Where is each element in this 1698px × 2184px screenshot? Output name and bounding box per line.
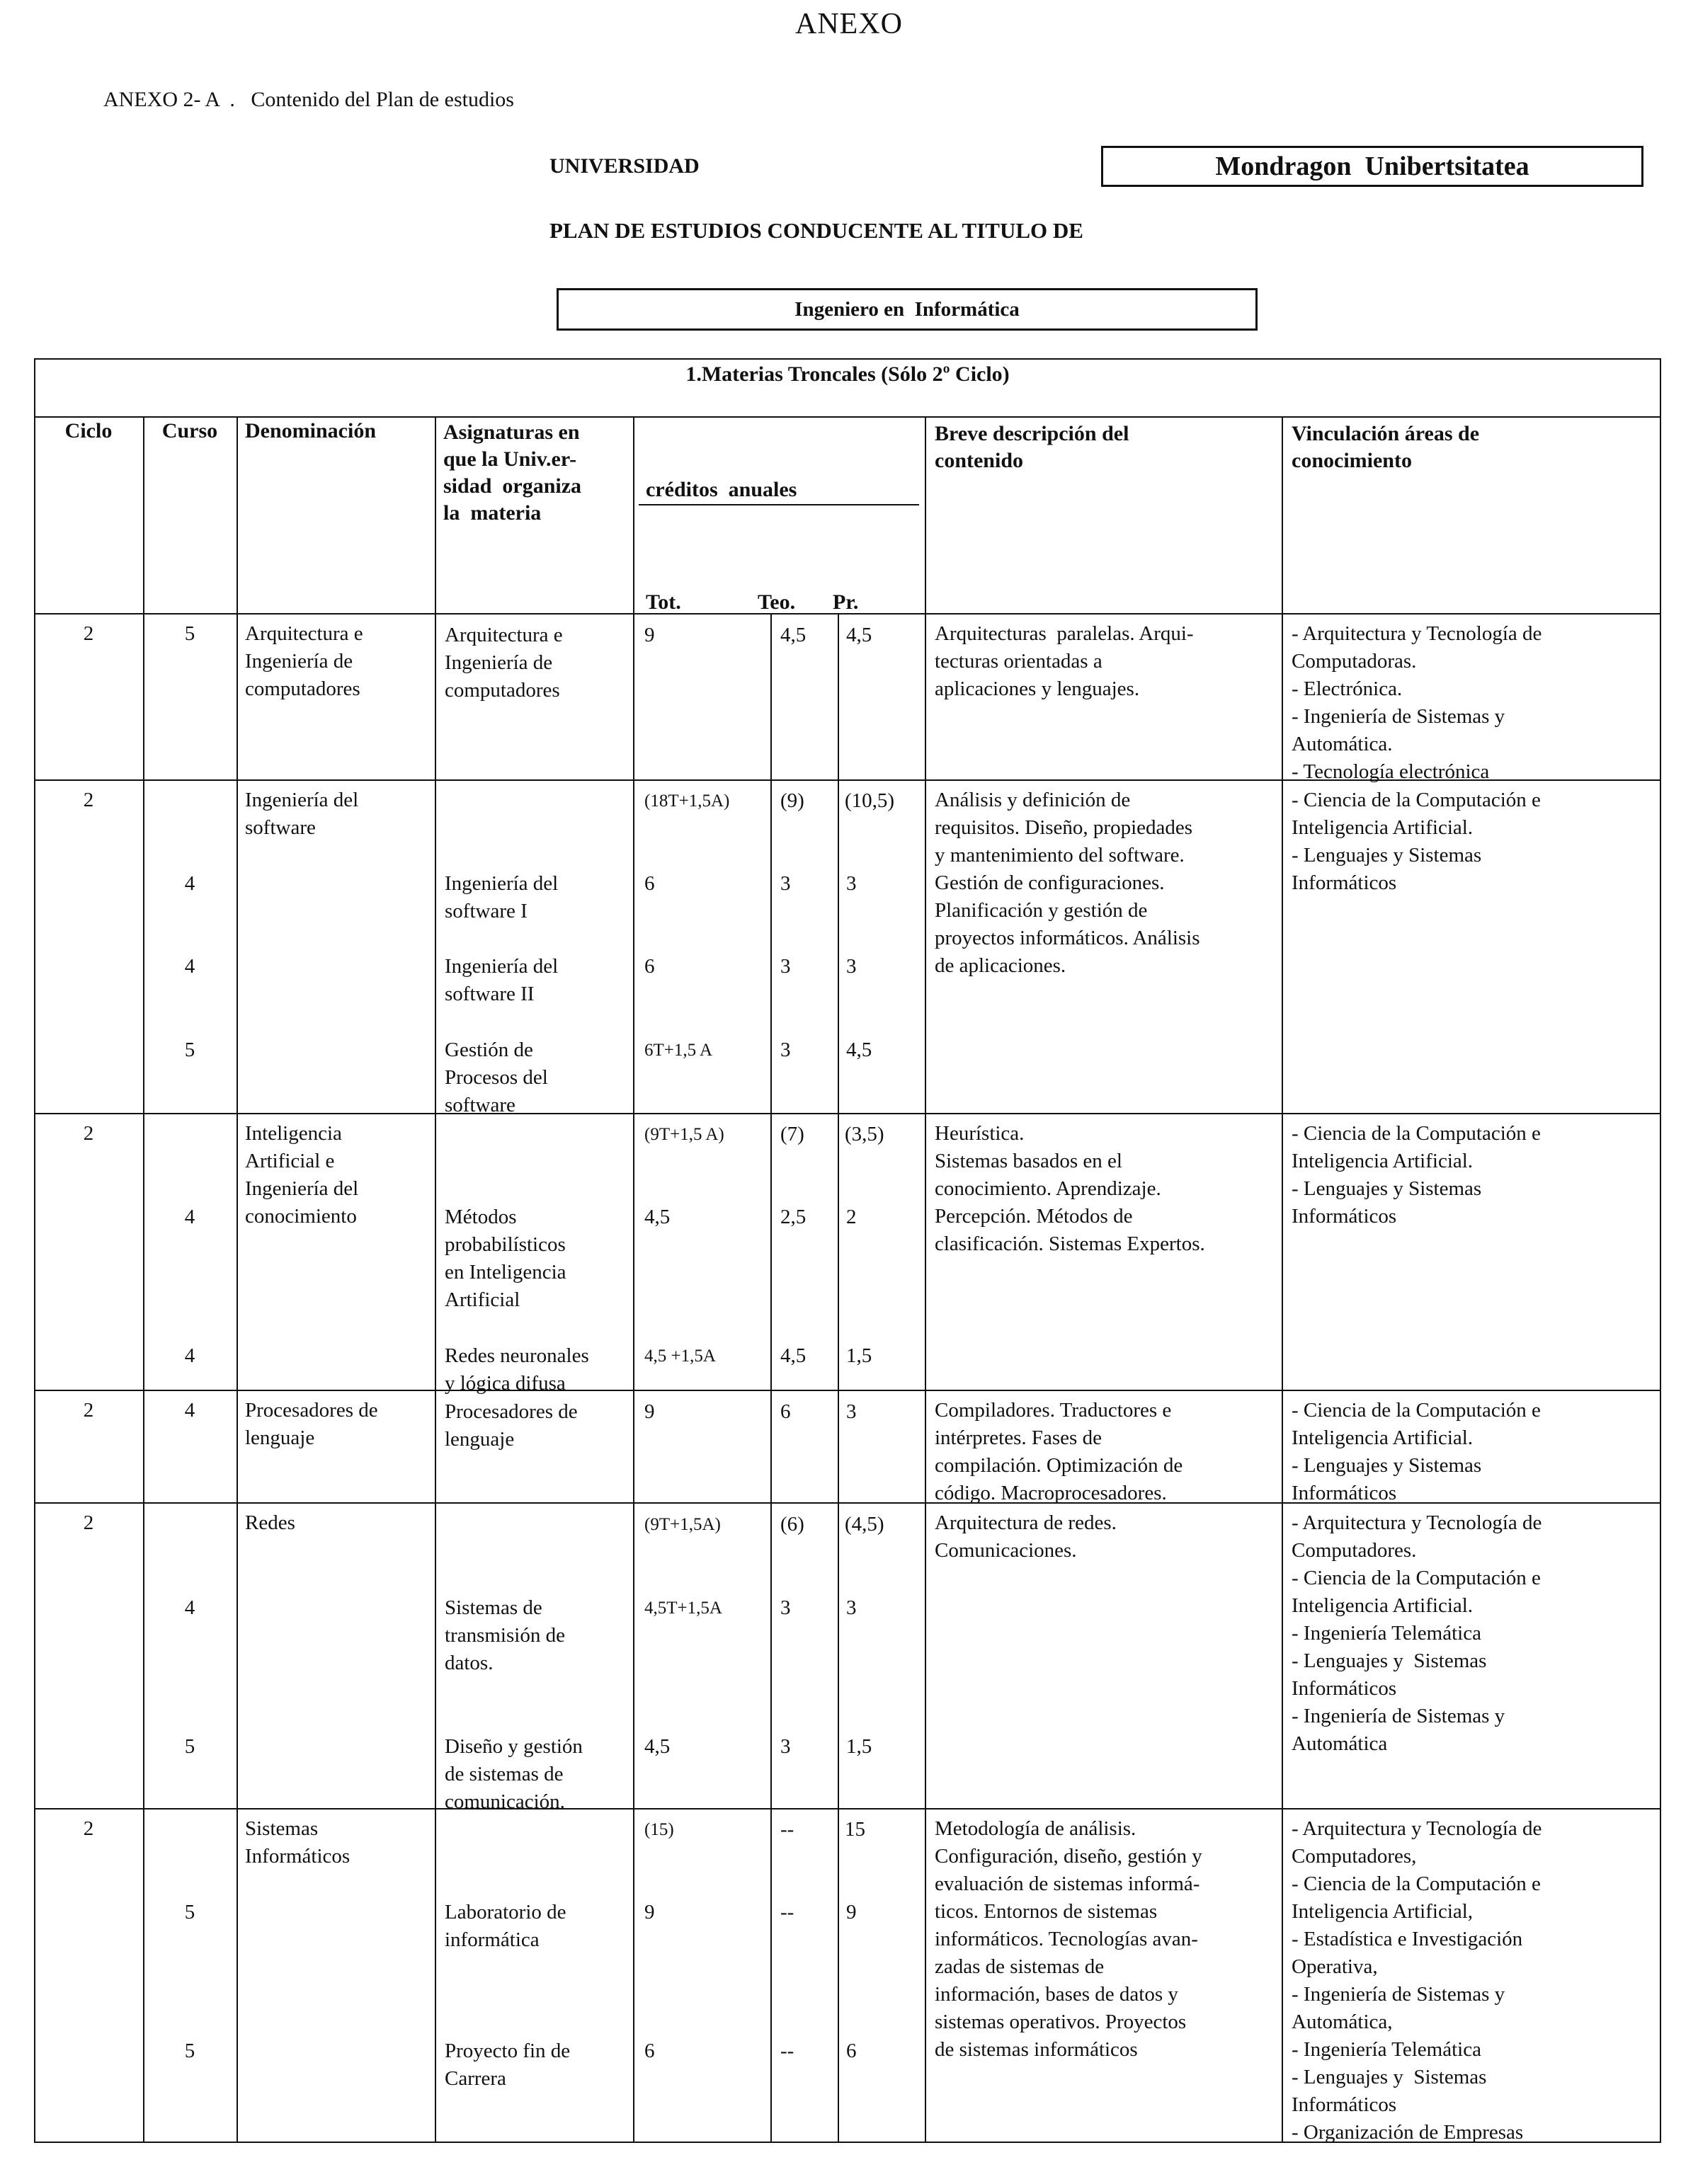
group-total-tot: (18T+1,5A)	[644, 791, 730, 811]
table-rule-vertical	[143, 416, 144, 2143]
subject-teo: 3	[780, 1039, 791, 1061]
subject-curso: 4	[184, 1344, 195, 1367]
group-ciclo: 2	[83, 789, 94, 811]
subject-tot: 4,5	[644, 1735, 671, 1758]
group-descripcion: Metodología de análisis. Configuración, diseño, gestión y evaluación de sistemas informá- ticos. Entornos de sistemas informáticos. Tecnologías avan- zadas de sistemas de información, bases de datos y sistemas operativos. Proyectos de sistemas informáticos	[935, 1817, 1202, 2061]
subject-name: Ingeniería del software I	[445, 872, 559, 922]
group-descripcion: Análisis y definición de requisitos. Diseño, propiedades y mantenimiento del software. Gestión de configuraciones. Planificación y gestión de proyectos informáticos. Análisis de aplicaciones.	[935, 789, 1200, 977]
group-ciclo: 2	[83, 1817, 94, 1840]
group-total-pr: 15	[845, 1818, 865, 1841]
header-pr: Pr.	[833, 590, 859, 614]
header-tot: Tot.	[646, 590, 681, 614]
group-descripcion: Heurística. Sistemas basados en el conocimiento. Aprendizaje. Percepción. Métodos de clasificación. Sistemas Expertos.	[935, 1122, 1205, 1255]
group-vinculacion: - Arquitectura y Tecnología de Computadores. - Ciencia de la Computación e Inteligencia Artificial. - Ingeniería Telemática - Lenguajes y Sistemas Informáticos - Ingeniería de Sistemas y Automática	[1292, 1511, 1542, 1755]
degree-box: Ingeniero en Informática	[557, 288, 1258, 331]
subject-pr: 3	[846, 1596, 857, 1619]
table-rule-horizontal	[34, 1390, 1661, 1391]
group-total-tot: (9T+1,5A)	[644, 1515, 721, 1534]
university-label: UNIVERSIDAD	[549, 154, 700, 178]
table-rule-horizontal	[34, 1113, 1661, 1114]
group-denominacion: Sistemas Informáticos	[245, 1817, 351, 1868]
group-curso: 5	[184, 622, 195, 645]
subject-pr: 9	[846, 1901, 857, 1923]
subject-curso: 5	[184, 1735, 195, 1758]
subject-teo: --	[780, 1901, 794, 1923]
subject-teo: --	[780, 2040, 794, 2062]
table-rule-vertical	[435, 416, 436, 2143]
group-ciclo: 2	[83, 1122, 94, 1145]
subject-curso: 5	[184, 1039, 195, 1061]
group-descripcion: Arquitecturas paralelas. Arqui- tecturas orientadas a aplicaciones y lenguajes.	[935, 622, 1194, 700]
subject-tot: 6	[644, 955, 655, 978]
subject-pr: 6	[846, 2040, 857, 2062]
subject-name: Métodos probabilísticos en Inteligencia Artificial	[445, 1206, 566, 1311]
group-ciclo: 2	[83, 1399, 94, 1422]
subject-pr: 4,5	[846, 1039, 872, 1061]
header-curso: Curso	[161, 419, 218, 442]
header-teo: Teo.	[758, 590, 796, 614]
subject-tot: 9	[644, 1400, 655, 1423]
subject-name: Diseño y gestión de sistemas de comunicación.	[445, 1735, 583, 1813]
group-denominacion: Ingeniería del software	[245, 789, 359, 839]
group-total-teo: (6)	[780, 1513, 804, 1536]
group-denominacion: Redes	[245, 1511, 295, 1534]
table-rule-vertical	[633, 416, 634, 2143]
subject-name: Gestión de Procesos del software	[445, 1039, 548, 1116]
subject-curso: 4	[184, 1596, 195, 1619]
subject-name: Proyecto fin de Carrera	[445, 2040, 571, 2090]
subject-teo: 3	[780, 1596, 791, 1619]
subject-pr: 1,5	[846, 1344, 872, 1367]
subject-curso: 5	[184, 1901, 195, 1923]
table-title: 1.Materias Troncales (Sólo 2º Ciclo)	[685, 362, 1010, 386]
university-name-box: Mondragon Unibertsitatea	[1101, 146, 1643, 187]
header-descripcion: Breve descripción del contenido	[935, 422, 1129, 472]
group-vinculacion: - Ciencia de la Computación e Inteligencia Artificial. - Lenguajes y Sistemas Informáticos	[1292, 1122, 1541, 1228]
table-rule-vertical	[237, 416, 238, 2143]
subject-pr: 2	[846, 1206, 857, 1228]
subject-pr: 3	[846, 872, 857, 895]
header-vinculacion: Vinculación áreas de conocimiento	[1292, 422, 1480, 472]
subject-tot: 6	[644, 872, 655, 895]
group-total-teo: (9)	[780, 789, 804, 812]
subject-tot: 9	[644, 1901, 655, 1923]
subject-curso: 5	[184, 2040, 195, 2062]
group-total-teo: (7)	[780, 1123, 804, 1145]
group-ciclo: 2	[83, 622, 94, 645]
group-curso: 4	[184, 1399, 195, 1422]
table-rule-horizontal	[34, 1808, 1661, 1809]
table-rule-vertical	[770, 613, 772, 2143]
subject-teo: 4,5	[780, 624, 807, 646]
subject-tot: 4,5	[644, 1206, 671, 1228]
group-total-pr: (4,5)	[845, 1513, 884, 1536]
subject-name: Procesadores de lenguaje	[445, 1400, 578, 1451]
plan-label: PLAN DE ESTUDIOS CONDUCENTE AL TITULO DE	[549, 218, 1083, 243]
group-total-pr: (10,5)	[845, 789, 895, 812]
group-total-tot: (15)	[644, 1820, 674, 1839]
table-rule-vertical	[925, 416, 926, 2143]
subject-tot: 4,5T+1,5A	[644, 1599, 722, 1618]
subject-name: Arquitectura e Ingeniería de computadores	[445, 624, 563, 702]
group-vinculacion: - Ciencia de la Computación e Inteligencia Artificial. - Lenguajes y Sistemas Informáticos	[1292, 789, 1541, 894]
subject-curso: 4	[184, 872, 195, 895]
subject-pr: 1,5	[846, 1735, 872, 1758]
table-rule-horizontal	[639, 504, 919, 505]
group-ciclo: 2	[83, 1511, 94, 1534]
subject-pr: 3	[846, 955, 857, 978]
group-descripcion: Compiladores. Traductores e intérpretes. Fases de compilación. Optimización de código. Macroprocesadores.	[935, 1399, 1183, 1504]
subject-pr: 4,5	[846, 624, 872, 646]
group-denominacion: Arquitectura e Ingeniería de computadores	[245, 622, 363, 700]
group-total-tot: (9T+1,5 A)	[644, 1125, 724, 1144]
subject-name: Redes neuronales y lógica difusa	[445, 1344, 589, 1395]
subject-curso: 4	[184, 955, 195, 978]
group-vinculacion: - Arquitectura y Tecnología de Computadoras. - Electrónica. - Ingeniería de Sistemas y Automática. - Tecnología electrónica	[1292, 622, 1542, 783]
table-rule-vertical	[838, 613, 839, 2143]
annex-subtitle: ANEXO 2- A . Contenido del Plan de estudios	[103, 88, 514, 111]
subject-teo: 4,5	[780, 1344, 807, 1367]
header-denominacion: Denominación	[245, 419, 377, 442]
subject-tot: 6T+1,5 A	[644, 1041, 713, 1060]
header-asignaturas: Asignaturas en que la Univ.er- sidad organiza la materia	[443, 421, 582, 525]
subject-tot: 6	[644, 2040, 655, 2062]
group-total-pr: (3,5)	[845, 1123, 884, 1145]
group-vinculacion: - Ciencia de la Computación e Inteligencia Artificial. - Lenguajes y Sistemas Informáticos	[1292, 1399, 1541, 1504]
subject-tot: 9	[644, 624, 655, 646]
group-total-teo: --	[780, 1818, 794, 1841]
subject-teo: 3	[780, 872, 791, 895]
subject-curso: 4	[184, 1206, 195, 1228]
subject-name: Ingeniería del software II	[445, 955, 559, 1005]
page-title: ANEXO	[795, 8, 903, 40]
subject-teo: 6	[780, 1400, 791, 1423]
header-creditos: créditos anuales	[646, 478, 797, 501]
group-denominacion: Inteligencia Artificial e Ingeniería del conocimiento	[245, 1122, 359, 1228]
subject-name: Laboratorio de informática	[445, 1901, 566, 1951]
group-descripcion: Arquitectura de redes. Comunicaciones.	[935, 1511, 1117, 1562]
subject-pr: 3	[846, 1400, 857, 1423]
group-vinculacion: - Arquitectura y Tecnología de Computadores, - Ciencia de la Computación e Inteligencia Artificial, - Estadística e Investigación Operativa, - Ingeniería de Sistemas y Automática, - Ingeniería Telemática - Lenguajes y Sistemas Informáticos - Organización de Empresas	[1292, 1817, 1542, 2144]
subject-teo: 3	[780, 955, 791, 978]
table-rule-vertical	[1282, 416, 1283, 2143]
subject-name: Sistemas de transmisión de datos.	[445, 1596, 565, 1674]
subject-tot: 4,5 +1,5A	[644, 1347, 716, 1366]
subject-teo: 2,5	[780, 1206, 807, 1228]
header-ciclo: Ciclo	[64, 419, 113, 442]
subject-teo: 3	[780, 1735, 791, 1758]
group-denominacion: Procesadores de lenguaje	[245, 1399, 378, 1449]
